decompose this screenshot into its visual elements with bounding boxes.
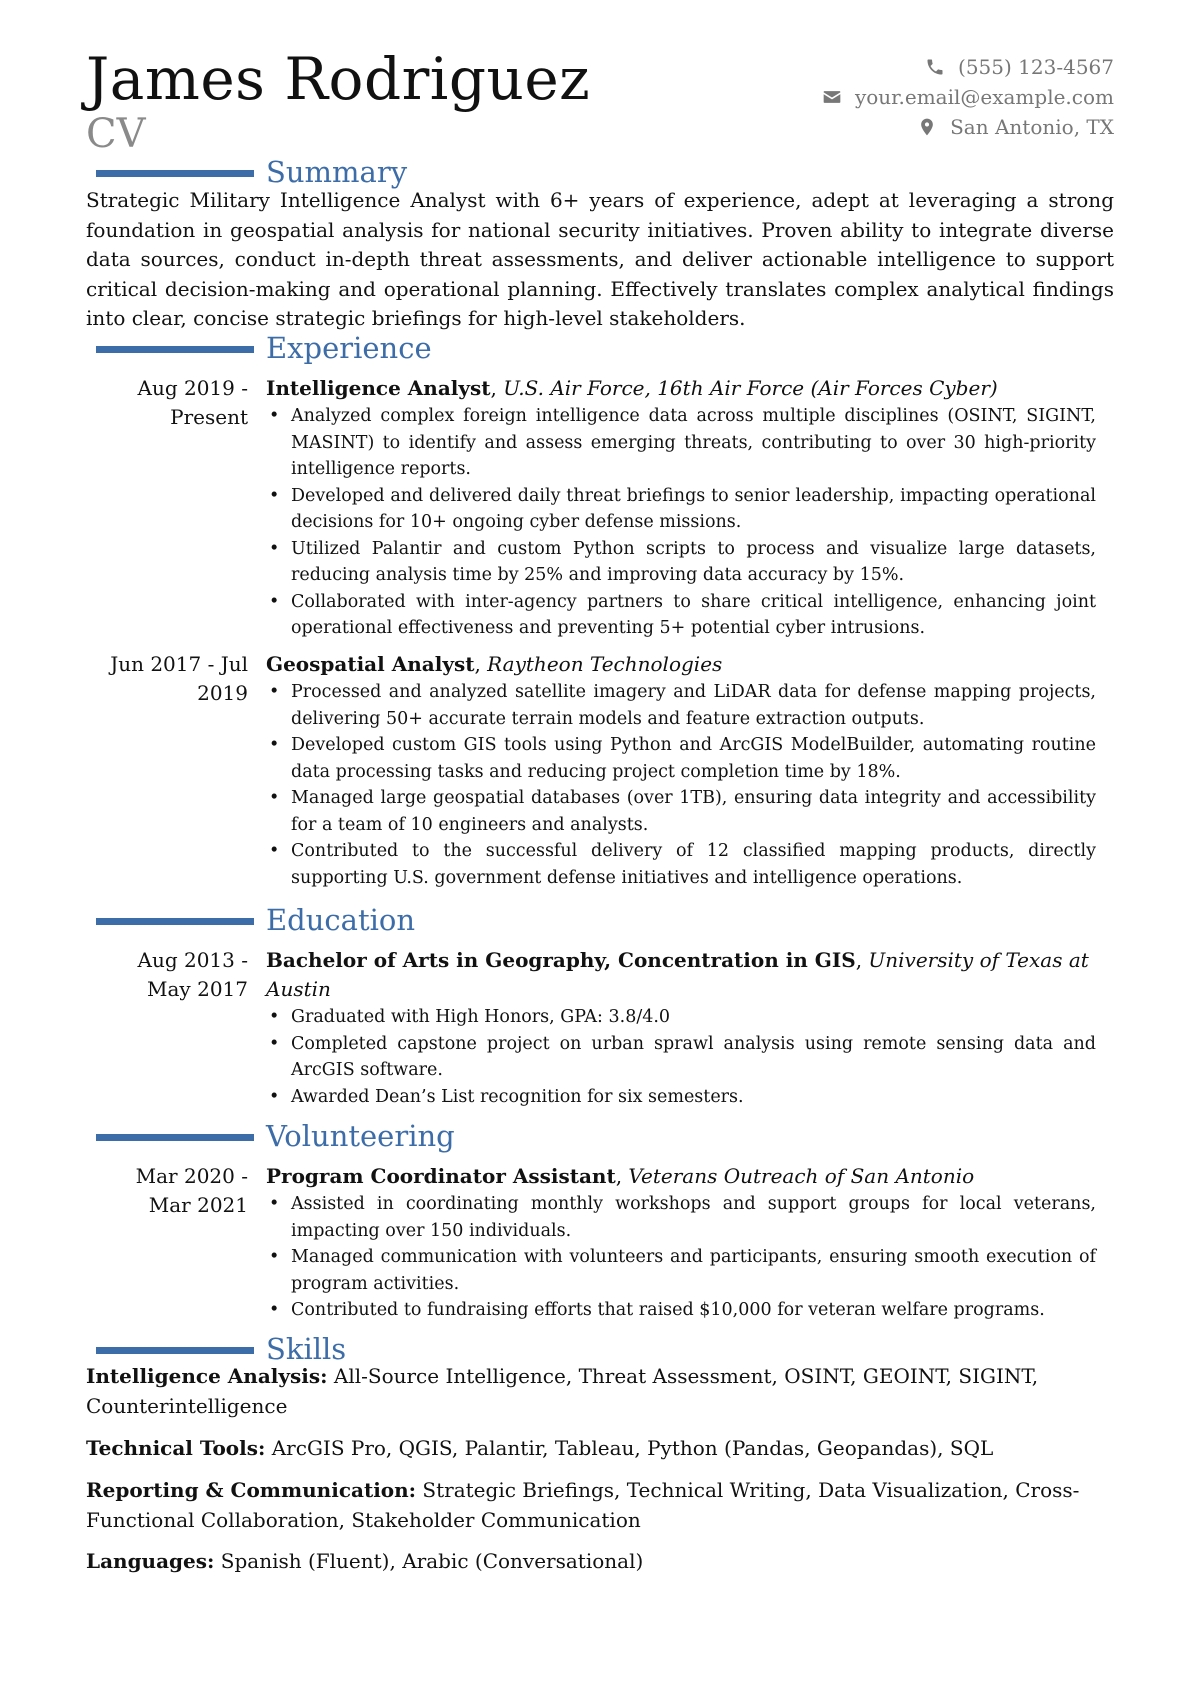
list-item: • Completed capstone project on urban sprawl analysis using remote sensing data and ArcGIS software. — [266, 1031, 1096, 1084]
entry-date: Aug 2013 - May 2017 — [137, 948, 248, 1001]
list-item: • Assisted in coordinating monthly workshops and support groups for local veterans, impacting over 150 individuals. — [266, 1191, 1096, 1244]
list-item: • Contributed to fundraising efforts that raised $10,000 for veteran welfare programs. — [266, 1297, 1096, 1324]
skill-value: ArcGIS Pro, QGIS, Palantir, Tableau, Python (Pandas, Geopandas), SQL — [271, 1436, 994, 1460]
list-item: • Graduated with High Honors, GPA: 3.8/4.0 — [266, 1004, 1096, 1031]
bullet-list — [266, 1191, 1096, 1324]
envelope-icon — [821, 86, 843, 108]
section-title: Education — [266, 903, 416, 937]
entry-body — [266, 946, 1096, 1110]
section-title: Skills — [266, 1332, 347, 1366]
section-title: Experience — [266, 331, 432, 365]
list-item: • Collaborated with inter-agency partners to share critical intelligence, enhancing joint operational effectiveness and preventing 5+ potential cyber intrusions. — [266, 589, 1096, 642]
phone-text: (555) 123-4567 — [958, 55, 1114, 79]
list-item: • Developed custom GIS tools using Python and ArcGIS ModelBuilder, automating routine data processing tasks and reducing project completion time by 18%. — [266, 732, 1096, 785]
job-title: Intelligence Analyst — [266, 376, 491, 400]
entry-heading: Program Coordinator Assistant, Veterans Outreach of San Antonio — [266, 1164, 975, 1188]
list-item: • Analyzed complex foreign intelligence data across multiple disciplines (OSINT, SIGINT, MASINT) to identify and assess emerging threats, contributing to over 30 high-priority intelligence reports. — [266, 403, 1096, 483]
skill-row — [86, 1476, 1114, 1535]
entry-body — [266, 1162, 1096, 1324]
entry-heading: Bachelor of Arts in Geography, Concentration in GIS, University of Texas at Austin — [266, 948, 1089, 1001]
skill-label: Reporting & Communication: — [86, 1478, 417, 1502]
skill-label: Languages: — [86, 1549, 215, 1573]
contact-email — [821, 82, 1114, 112]
skill-value: All-Source Intelligence, Threat Assessment, OSINT, GEOINT, SIGINT, Counterintelligence — [86, 1364, 1039, 1418]
summary-text: Strategic Military Intelligence Analyst with 6+ years of experience, adept at leveraging a strong foundation in geospatial analysis for national security initiatives. Proven ability to integrate diverse data sources, conduct in-depth threat assessments, and deliver actionable intelligence to support critical decision-making and operational planning. Effectively translates complex analytical findings into clear, concise strategic briefings for high-level stakeholders. — [86, 188, 1114, 330]
role-title: Program Coordinator Assistant — [266, 1164, 616, 1188]
person-name: James Rodriguez — [86, 45, 591, 113]
degree-title: Bachelor of Arts in Geography, Concentration in GIS — [266, 948, 856, 972]
entry-body — [266, 650, 1096, 891]
organization: U.S. Air Force, 16th Air Force (Air Forces Cyber) — [503, 376, 998, 400]
skill-row — [86, 1547, 1114, 1577]
section-bar — [96, 170, 254, 177]
list-item: • Managed communication with volunteers and participants, ensuring smooth execution of program activities. — [266, 1244, 1096, 1297]
entry-heading: Geospatial Analyst, Raytheon Technologies — [266, 652, 723, 676]
entry-date: Jun 2017 - Jul 2019 — [110, 652, 248, 705]
skill-row — [86, 1362, 1114, 1421]
list-item: • Developed and delivered daily threat briefings to senior leadership, impacting operational decisions for 10+ ongoing cyber defense missions. — [266, 483, 1096, 536]
contact-location — [821, 112, 1114, 142]
skill-label: Technical Tools: — [86, 1436, 266, 1460]
section-bar — [96, 1134, 254, 1141]
section-bar — [96, 1347, 254, 1354]
section-title: Summary — [266, 155, 408, 189]
organization: Veterans Outreach of San Antonio — [628, 1164, 975, 1188]
section-title: Volunteering — [266, 1119, 455, 1153]
skill-value: Strategic Briefings, Technical Writing, Data Visualization, Cross-Functional Collaboration, Stakeholder Communication — [86, 1478, 1080, 1532]
section-bar — [96, 346, 254, 353]
skill-label: Intelligence Analysis: — [86, 1364, 328, 1388]
document-label: CV — [86, 111, 146, 157]
location-text: San Antonio, TX — [950, 115, 1114, 139]
contact-phone — [821, 52, 1114, 82]
job-title: Geospatial Analyst — [266, 652, 475, 676]
bullet-list — [266, 1004, 1096, 1110]
entry-heading: Intelligence Analyst, U.S. Air Force, 16th Air Force (Air Forces Cyber) — [266, 376, 998, 400]
entry-date: Mar 2020 - Mar 2021 — [135, 1164, 248, 1217]
list-item: • Utilized Palantir and custom Python scripts to process and visualize large datasets, reducing analysis time by 25% and improving data accuracy by 15%. — [266, 536, 1096, 589]
list-item: • Managed large geospatial databases (over 1TB), ensuring data integrity and accessibility for a team of 10 engineers and analysts. — [266, 785, 1096, 838]
institution: University of Texas at Austin — [266, 948, 1089, 1001]
map-pin-icon — [916, 116, 938, 138]
bullet-list — [266, 679, 1096, 891]
skill-row — [86, 1434, 1114, 1464]
list-item: • Processed and analyzed satellite imagery and LiDAR data for defense mapping projects, delivering 50+ accurate terrain models and feature extraction outputs. — [266, 679, 1096, 732]
entry-body — [266, 374, 1096, 642]
skill-value: Spanish (Fluent), Arabic (Conversational) — [220, 1549, 644, 1573]
bullet-list — [266, 403, 1096, 642]
contact-block — [821, 52, 1114, 142]
phone-icon — [924, 56, 946, 78]
entry-date: Aug 2019 - Present — [137, 376, 248, 429]
section-bar — [96, 918, 254, 925]
email-text: your.email@example.com — [854, 85, 1114, 109]
list-item: • Contributed to the successful delivery of 12 classified mapping products, directly supporting U.S. government defense initiatives and intelligence operations. — [266, 838, 1096, 891]
list-item: • Awarded Dean’s List recognition for six semesters. — [266, 1084, 1096, 1111]
organization: Raytheon Technologies — [487, 652, 723, 676]
